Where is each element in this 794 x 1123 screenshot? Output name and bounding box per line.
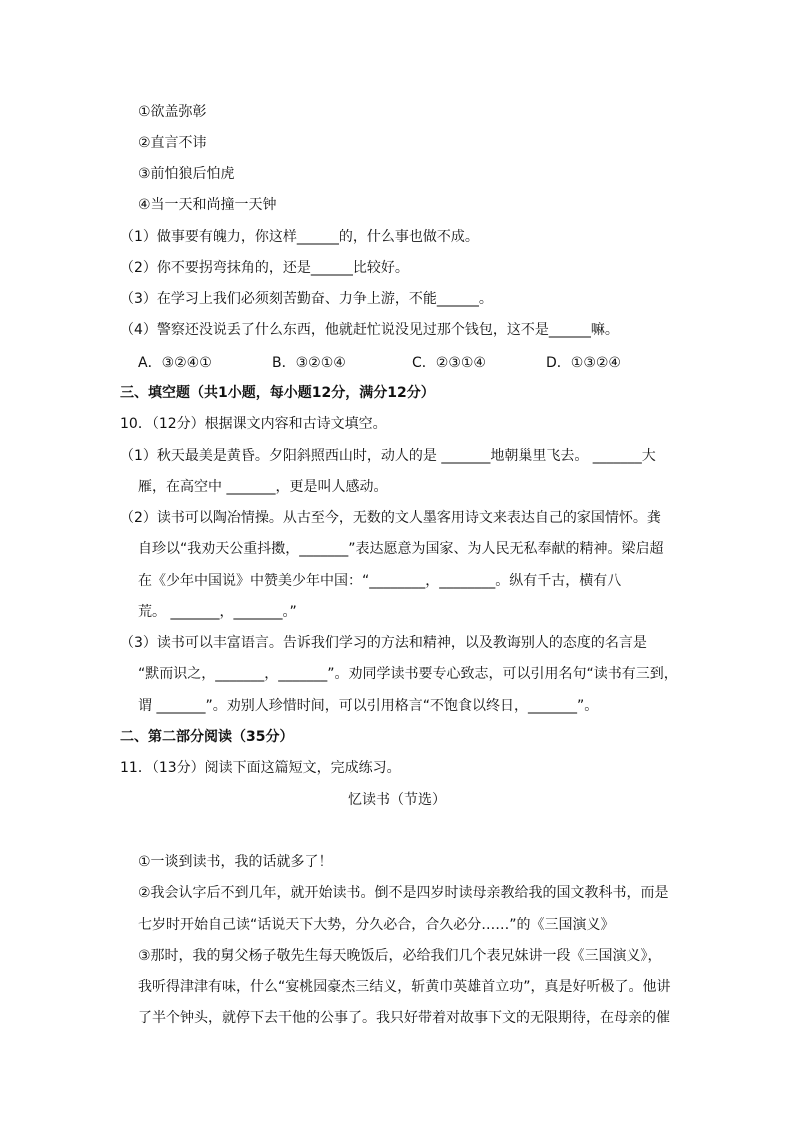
q10-line: 自珍以“我劝天公重抖擞，_______”表达愿意为国家、为人民无私奉献的精神。梁启超 bbox=[138, 541, 664, 557]
passage-title: 忆读书（节选） bbox=[348, 792, 446, 808]
q9-item-2: （2）你不要拐弯抹角的，还是______比较好。 bbox=[120, 260, 409, 276]
idiom-option-2: ②直言不讳 bbox=[138, 135, 207, 151]
q10-line: （1）秋天最美是黄昏。夕阳斜照西山时，动人的是 _______地朝巢里飞去。 _______大 bbox=[120, 448, 656, 464]
q10-line: 荒。 _______，_______。” bbox=[138, 604, 297, 620]
passage-paragraph: ②我会认字后不到几年，就开始读书。倒不是四岁时读母亲教给我的国文教科书，而是 bbox=[138, 885, 669, 901]
q9-item-4: （4）警察还没说丢了什么东西，他就赶忙说没见过那个钱包，这不是______嘛。 bbox=[120, 322, 619, 338]
answer-option-c[interactable]: C．②③①④ bbox=[412, 355, 486, 371]
q11-heading: 11．（13分）阅读下面这篇短文，完成练习。 bbox=[120, 760, 401, 776]
passage-paragraph: 我听得津津有味，什么“宴桃园豪杰三结义，斩黄巾英雄首立功”，真是好听极了。他讲 bbox=[138, 979, 671, 995]
q10-line: 谓 _______”。劝别人珍惜时间，可以引用格言“不饱食以终日，_______”。 bbox=[138, 698, 599, 714]
q9-item-1: （1）做事要有魄力，你这样______的，什么事也做不成。 bbox=[120, 229, 479, 245]
answer-option-b[interactable]: B．③②①④ bbox=[272, 355, 346, 371]
section-heading-reading: 二、第二部分阅读（35分） bbox=[120, 729, 294, 745]
answer-option-d[interactable]: D．①③②④ bbox=[546, 355, 621, 371]
q10-line: （3）读书可以丰富语言。告诉我们学习的方法和精神，以及教诲别人的态度的名言是 bbox=[120, 635, 647, 651]
answer-option-a[interactable]: A．③②④① bbox=[138, 355, 212, 371]
q10-line: 雁，在高空中 _______，更是叫人感动。 bbox=[138, 479, 388, 495]
q10-line: “默而识之，_______，_______”。劝同学读书要专心致志，可以引用名句“读书有三到， bbox=[138, 666, 678, 682]
passage-paragraph: ①一谈到读书，我的话就多了！ bbox=[138, 854, 333, 870]
passage-paragraph: 了半个钟头，就停下去干他的公事了。我只好带着对故事下文的无限期待，在母亲的催 bbox=[138, 1010, 670, 1026]
idiom-option-3: ③前怕狼后怕虎 bbox=[138, 166, 235, 182]
q9-item-3: （3）在学习上我们必须刻苦勤奋、力争上游，不能______。 bbox=[120, 291, 493, 307]
q10-heading: 10．（12分）根据课文内容和古诗文填空。 bbox=[120, 416, 387, 432]
q10-line: （2）读书可以陶冶情操。从古至今，无数的文人墨客用诗文来表达自己的家国情怀。龚 bbox=[120, 510, 661, 526]
passage-paragraph: ③那时，我的舅父杨子敬先生每天晚饭后，必给我们几个表兄妹讲一段《三国演义》， bbox=[138, 948, 662, 964]
q10-line: 在《少年中国说》中赞美少年中国：“________，________。纵有千古，横有八 bbox=[138, 573, 622, 589]
idiom-option-4: ④当一天和尚撞一天钟 bbox=[138, 197, 277, 213]
passage-paragraph: 七岁时开始自己读“话说天下大势，分久必合，合久必分……”的《三国演义》 bbox=[138, 917, 615, 933]
section-heading-fill-in: 三、填空题（共1小题，每小题12分，满分12分） bbox=[120, 385, 435, 401]
idiom-option-1: ①欲盖弥彰 bbox=[138, 104, 207, 120]
